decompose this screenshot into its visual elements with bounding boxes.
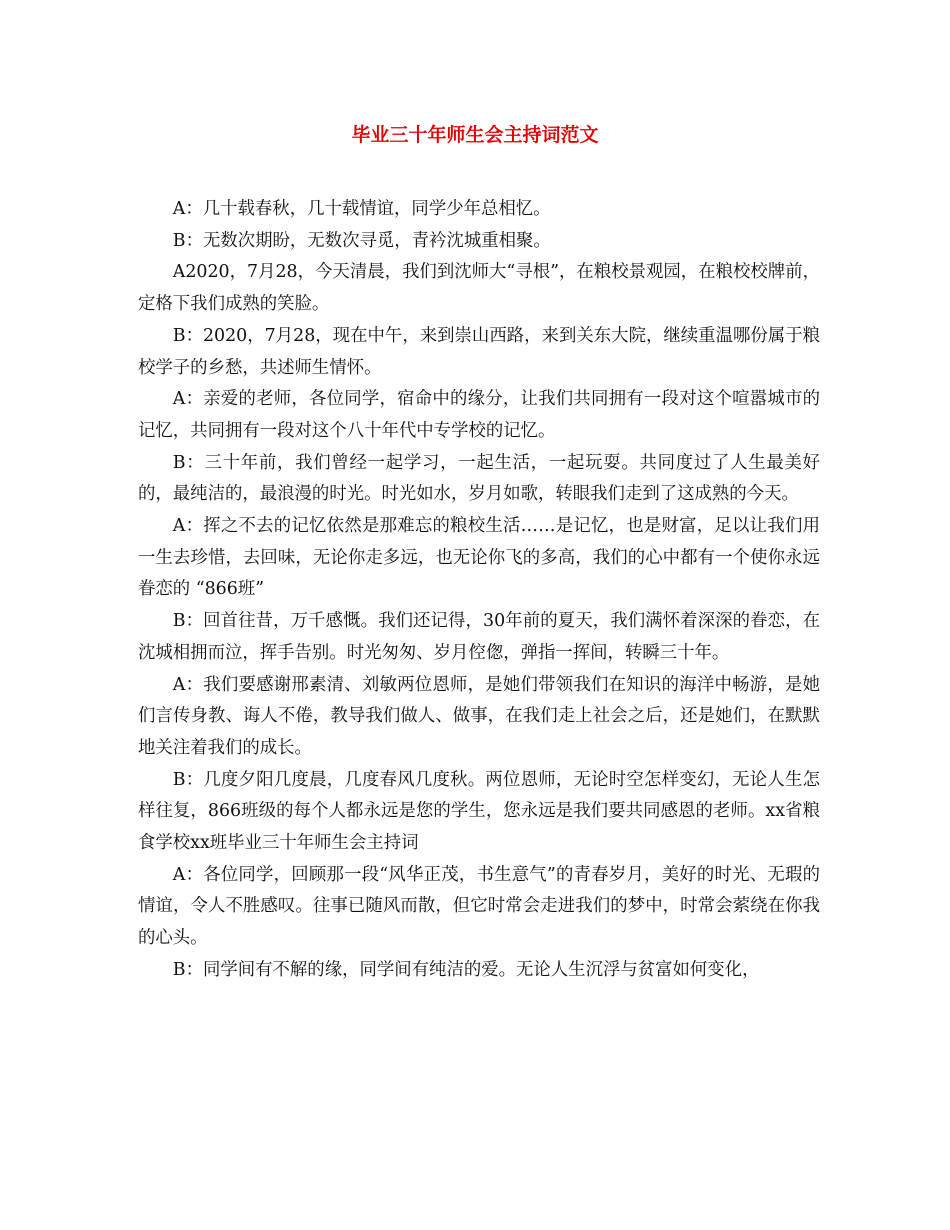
paragraph: B：三十年前，我们曾经一起学习，一起生活，一起玩耍。共同度过了人生最美好的，最纯洁的，最浪漫的时光。时光如水，岁月如歌，转眼我们走到了这成熟的今天。 — [138, 452, 820, 505]
paragraph: B：2020，7月28，现在中午，来到崇山西路，来到关东大院，继续重温哪份属于粮校学子的乡愁，共述师生情怀。 — [138, 325, 820, 378]
paragraph: B：同学间有不解的缘，同学间有纯洁的爱。无论人生沉浮与贫富如何变化， — [172, 959, 760, 980]
paragraph: A2020，7月28，今天清晨，我们到沈师大“寻根”，在粮校景观园，在粮校校牌前，定格下我们成熟的笑脸。 — [138, 262, 820, 315]
paragraph: B：回首往昔，万千感慨。我们还记得，30年前的夏天，我们满怀着深深的眷恋，在沈城相拥而泣，挥手告别。时光匆匆、岁月倥偬，弹指一挥间，转瞬三十年。 — [138, 611, 820, 663]
paragraph: A：挥之不去的记忆依然是那难忘的粮校生活……是记忆，也是财富，足以让我们用一生去珍惜，去回味，无论你走多远，也无论你飞的多高，我们的心中都有一个使你永远眷恋的 “866班” — [138, 516, 820, 600]
document-body — [138, 194, 820, 987]
paragraph: B：无数次期盼，无数次寻觅，青衿沈城重相聚。 — [172, 230, 551, 251]
paragraph: A：几十载春秋，几十载情谊，同学少年总相忆。 — [172, 199, 551, 219]
paragraph: A：亲爱的老师，各位同学，宿命中的缘分，让我们共同拥有一段对这个喧嚣城市的记忆，共同拥有一段对这个八十年代中专学校的记忆。 — [138, 389, 820, 441]
paragraph: A：我们要感谢邢素清、刘敏两位恩师，是她们带领我们在知识的海洋中畅游，是她们言传身教、诲人不倦，教导我们做人、做事，在我们走上社会之后，还是她们，在默默地关注着我们的成长。 — [138, 674, 820, 758]
document-title: 毕业三十年师生会主持词范文 — [351, 124, 599, 146]
paragraph: A：各位同学，回顾那一段“风华正茂，书生意气”的青春岁月，美好的时光、无瑕的情谊，令人不胜感叹。往事已随风而散，但它时常会走进我们的梦中，时常会萦绕在你我的心头。 — [138, 864, 820, 949]
paragraph: B：几度夕阳几度晨，几度春风几度秋。两位恩师，无论时空怎样变幻，无论人生怎样往复，866班级的每个人都永远是您的学生，您永远是我们要共同感恩的老师。xx省粮食学校xx班毕业三十年师生会主持词 — [138, 769, 820, 854]
